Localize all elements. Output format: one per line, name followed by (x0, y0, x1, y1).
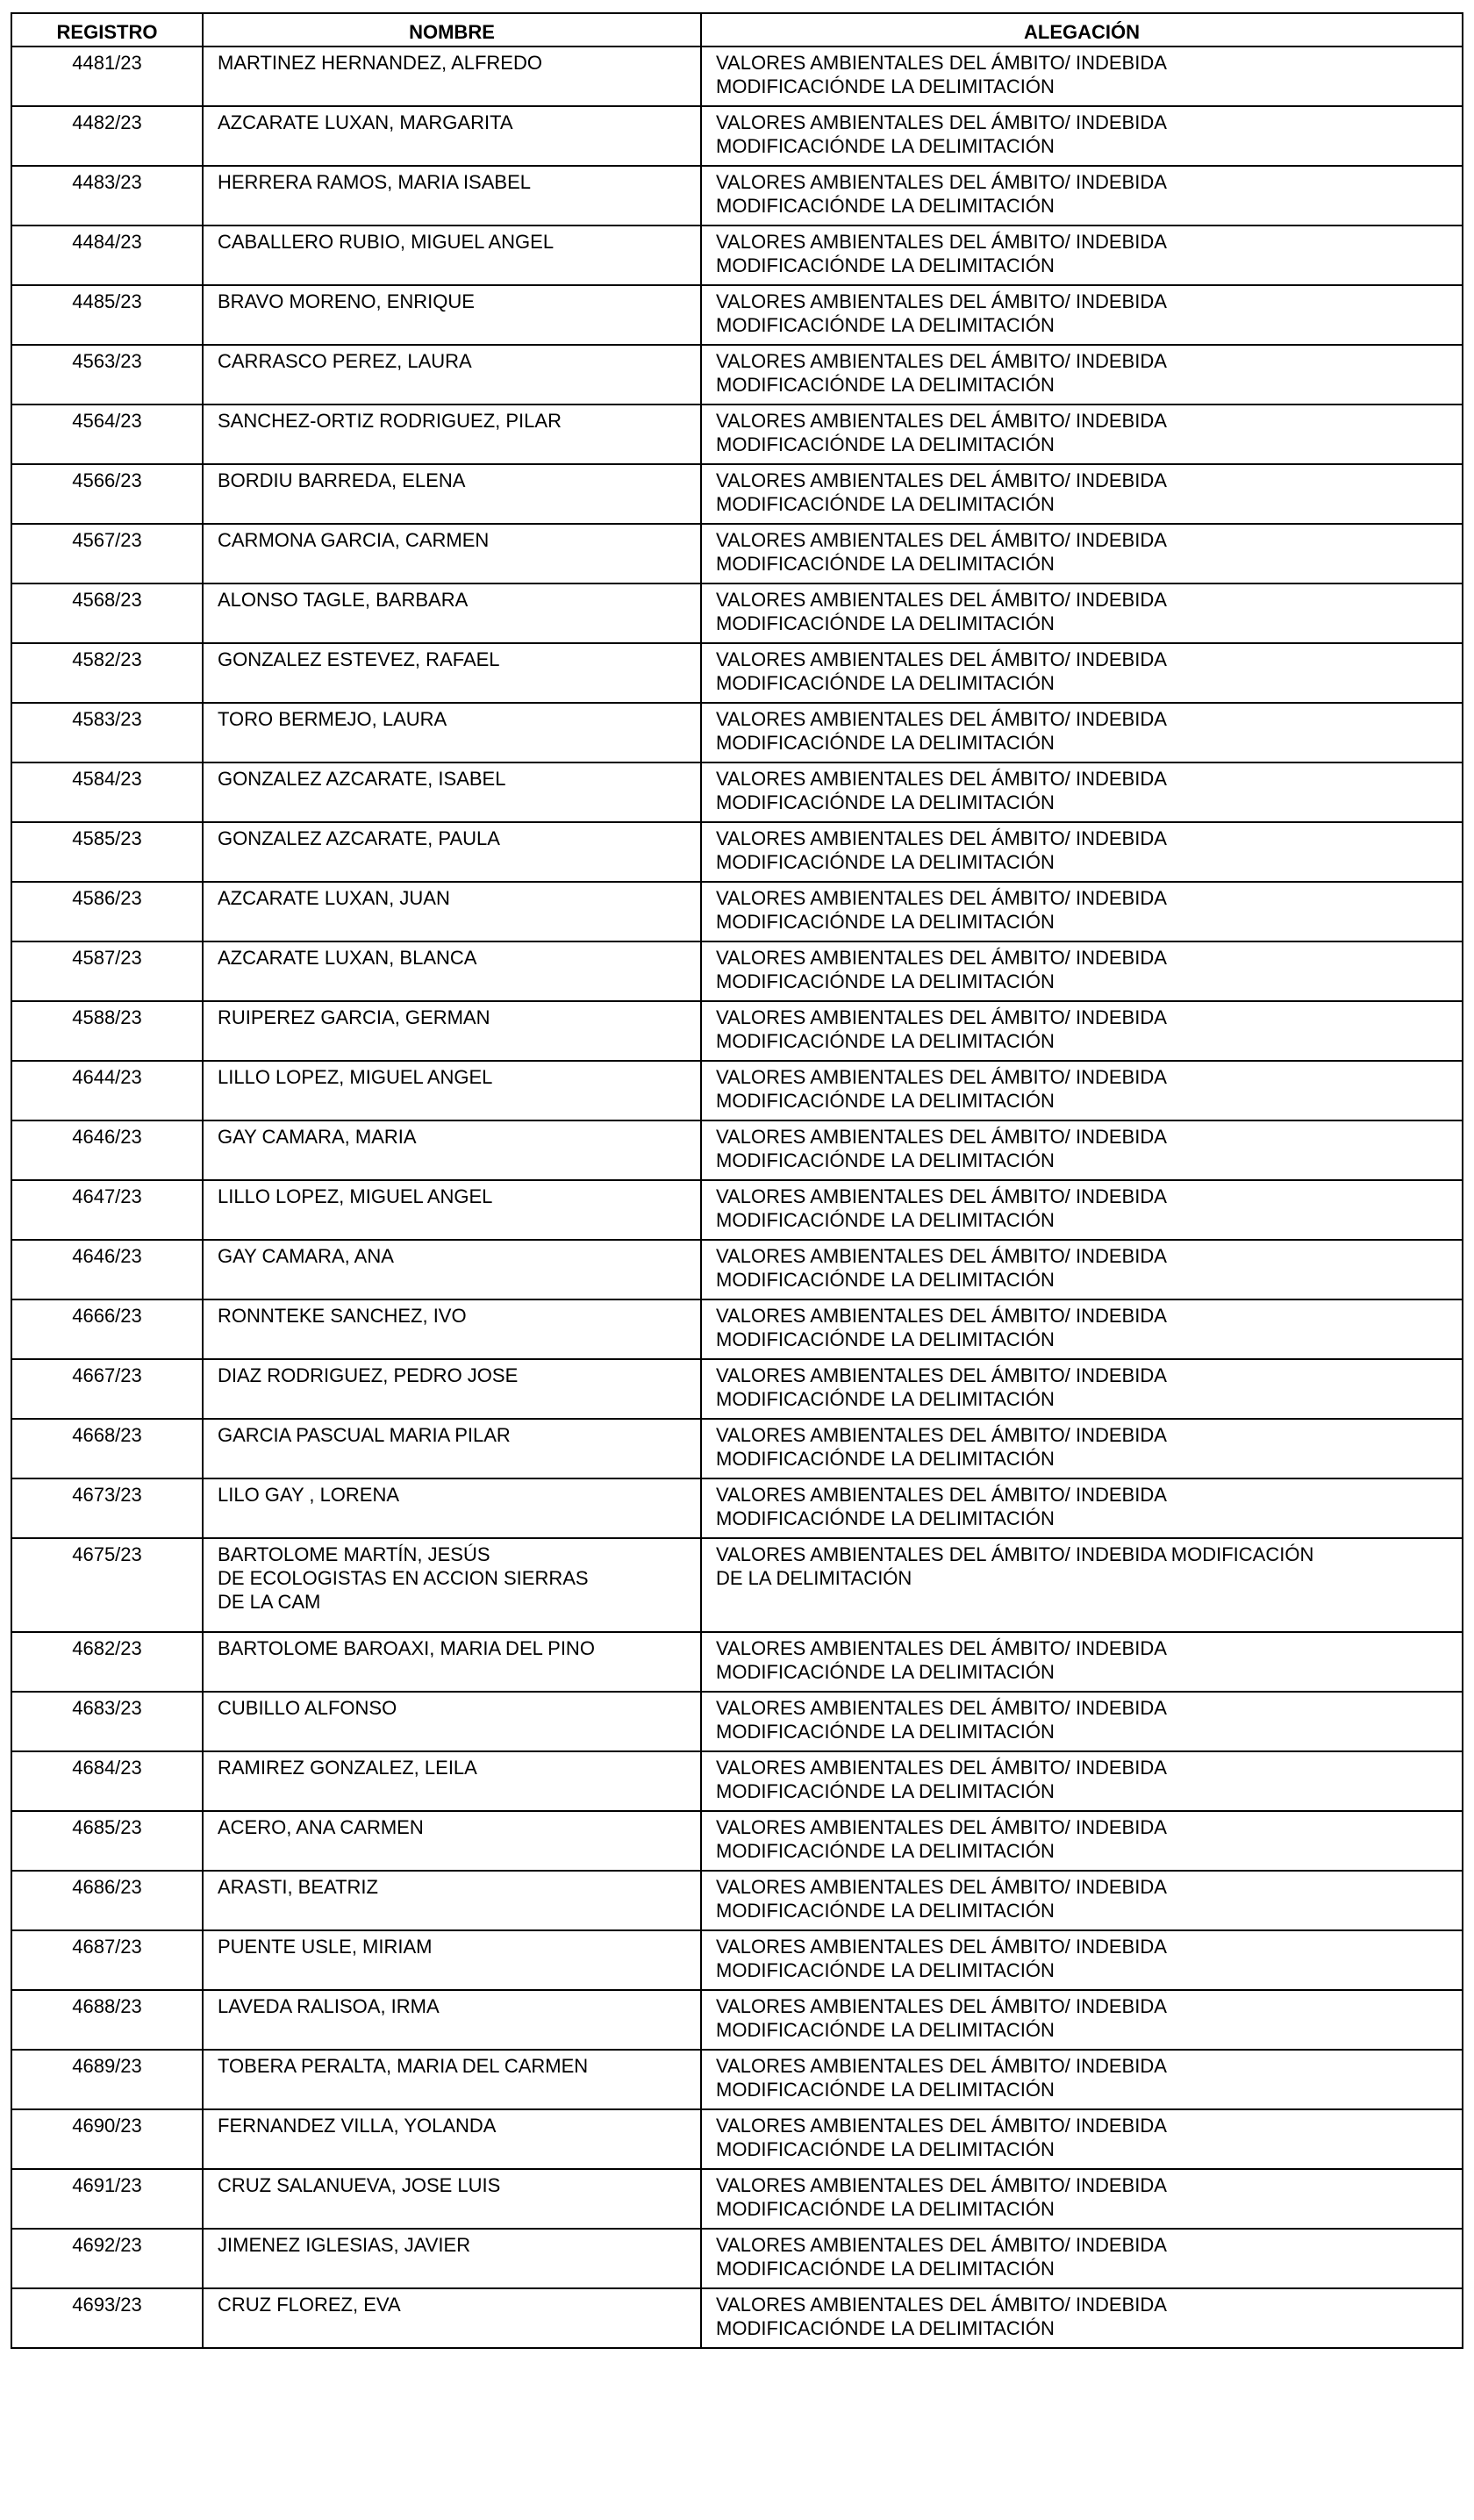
header-row (11, 13, 1463, 47)
cell-nombre (203, 524, 701, 583)
cell-alegacion (701, 1871, 1463, 1930)
table-row (11, 2050, 1463, 2109)
cell-alegacion (701, 1001, 1463, 1061)
cell-alegacion (701, 643, 1463, 703)
alegacion-line: MODIFICACIÓNDE LA DELIMITACIÓN (716, 970, 1055, 992)
table-row (11, 583, 1463, 643)
alegacion-line: MODIFICACIÓNDE LA DELIMITACIÓN (716, 672, 1055, 694)
nombre-line: SANCHEZ-ORTIZ RODRIGUEZ, PILAR (218, 410, 562, 432)
cell-nombre (203, 1419, 701, 1478)
table-row (11, 1811, 1463, 1871)
nombre-line: CARRASCO PEREZ, LAURA (218, 350, 472, 372)
cell-registro: 4667/23 (11, 1359, 203, 1419)
cell-registro: 4686/23 (11, 1871, 203, 1930)
cell-alegacion (701, 1751, 1463, 1811)
cell-nombre (203, 345, 701, 404)
alegacion-line: MODIFICACIÓNDE LA DELIMITACIÓN (716, 1840, 1055, 1862)
cell-alegacion (701, 226, 1463, 285)
alegacion-line: MODIFICACIÓNDE LA DELIMITACIÓN (716, 1900, 1055, 1922)
cell-registro: 4684/23 (11, 1751, 203, 1811)
alegacion-line: VALORES AMBIENTALES DEL ÁMBITO/ INDEBIDA (716, 2234, 1167, 2256)
alegacion-line: VALORES AMBIENTALES DEL ÁMBITO/ INDEBIDA (716, 1185, 1167, 1207)
nombre-line: RUIPEREZ GARCIA, GERMAN (218, 1006, 490, 1028)
alegacion-line: MODIFICACIÓNDE LA DELIMITACIÓN (716, 493, 1055, 515)
table-row (11, 47, 1463, 106)
alegacion-line: MODIFICACIÓNDE LA DELIMITACIÓN (716, 612, 1055, 634)
cell-nombre (203, 2109, 701, 2169)
cell-nombre (203, 226, 701, 285)
table-row (11, 1478, 1463, 1538)
alegacion-line: VALORES AMBIENTALES DEL ÁMBITO/ INDEBIDA (716, 52, 1167, 74)
table-row (11, 643, 1463, 703)
alegacion-line: MODIFICACIÓNDE LA DELIMITACIÓN (716, 314, 1055, 336)
table-header (11, 13, 1463, 47)
cell-alegacion (701, 1120, 1463, 1180)
nombre-line: AZCARATE LUXAN, MARGARITA (218, 111, 513, 133)
table-row (11, 703, 1463, 762)
cell-nombre (203, 882, 701, 941)
alegacion-line: VALORES AMBIENTALES DEL ÁMBITO/ INDEBIDA (716, 1697, 1167, 1719)
nombre-line: LILLO LOPEZ, MIGUEL ANGEL (218, 1066, 493, 1088)
alegacion-line: VALORES AMBIENTALES DEL ÁMBITO/ INDEBIDA (716, 1936, 1167, 1958)
cell-nombre (203, 941, 701, 1001)
alegacion-line: MODIFICACIÓNDE LA DELIMITACIÓN (716, 135, 1055, 157)
cell-registro: 4687/23 (11, 1930, 203, 1990)
cell-registro: 4692/23 (11, 2229, 203, 2288)
alegacion-line: VALORES AMBIENTALES DEL ÁMBITO/ INDEBIDA (716, 1995, 1167, 2017)
cell-registro: 4485/23 (11, 285, 203, 345)
table-row (11, 166, 1463, 226)
cell-nombre (203, 1692, 701, 1751)
nombre-line: CABALLERO RUBIO, MIGUEL ANGEL (218, 231, 555, 253)
cell-alegacion (701, 1811, 1463, 1871)
cell-alegacion (701, 1359, 1463, 1419)
cell-registro: 4689/23 (11, 2050, 203, 2109)
nombre-line: CUBILLO ALFONSO (218, 1697, 397, 1719)
cell-alegacion (701, 1632, 1463, 1692)
cell-alegacion (701, 106, 1463, 166)
nombre-line: CRUZ FLOREZ, EVA (218, 2294, 401, 2316)
table-row (11, 524, 1463, 583)
alegacion-line: VALORES AMBIENTALES DEL ÁMBITO/ INDEBIDA (716, 231, 1167, 253)
table-row (11, 2288, 1463, 2348)
alegacion-line: MODIFICACIÓNDE LA DELIMITACIÓN (716, 1149, 1055, 1171)
cell-nombre (203, 47, 701, 106)
cell-alegacion (701, 1990, 1463, 2050)
cell-nombre (203, 1538, 701, 1632)
cell-alegacion (701, 345, 1463, 404)
registro-table (11, 12, 1463, 2349)
table-row (11, 1359, 1463, 1419)
alegacion-line: VALORES AMBIENTALES DEL ÁMBITO/ INDEBIDA (716, 2174, 1167, 2196)
table-row (11, 882, 1463, 941)
alegacion-line: VALORES AMBIENTALES DEL ÁMBITO/ INDEBIDA MODIFICACIÓN (716, 1543, 1314, 1565)
cell-nombre (203, 166, 701, 226)
cell-registro: 4481/23 (11, 47, 203, 106)
nombre-line: BRAVO MORENO, ENRIQUE (218, 290, 475, 312)
nombre-line: BARTOLOME BAROAXI, MARIA DEL PINO (218, 1637, 595, 1659)
alegacion-line: MODIFICACIÓNDE LA DELIMITACIÓN (716, 1269, 1055, 1291)
cell-registro: 4685/23 (11, 1811, 203, 1871)
alegacion-line: VALORES AMBIENTALES DEL ÁMBITO/ INDEBIDA (716, 1816, 1167, 1838)
cell-alegacion (701, 1299, 1463, 1359)
cell-registro: 4683/23 (11, 1692, 203, 1751)
alegacion-line: MODIFICACIÓNDE LA DELIMITACIÓN (716, 1959, 1055, 1981)
cell-nombre (203, 1478, 701, 1538)
cell-alegacion (701, 2109, 1463, 2169)
cell-registro: 4482/23 (11, 106, 203, 166)
cell-nombre (203, 1632, 701, 1692)
table-row (11, 2229, 1463, 2288)
nombre-line: DE ECOLOGISTAS EN ACCION SIERRAS (218, 1567, 589, 1589)
cell-alegacion (701, 822, 1463, 882)
cell-nombre (203, 1180, 701, 1240)
alegacion-line: DE LA DELIMITACIÓN (716, 1567, 912, 1589)
alegacion-line: VALORES AMBIENTALES DEL ÁMBITO/ INDEBIDA (716, 2055, 1167, 2077)
alegacion-line: MODIFICACIÓNDE LA DELIMITACIÓN (716, 851, 1055, 873)
nombre-line: GONZALEZ AZCARATE, PAULA (218, 827, 500, 849)
alegacion-line: VALORES AMBIENTALES DEL ÁMBITO/ INDEBIDA (716, 2115, 1167, 2137)
nombre-line: CRUZ SALANUEVA, JOSE LUIS (218, 2174, 501, 2196)
alegacion-line: MODIFICACIÓNDE LA DELIMITACIÓN (716, 1030, 1055, 1052)
cell-nombre (203, 1001, 701, 1061)
cell-alegacion (701, 1930, 1463, 1990)
nombre-line: ACERO, ANA CARMEN (218, 1816, 424, 1838)
nombre-line: GAY CAMARA, MARIA (218, 1126, 417, 1148)
alegacion-line: MODIFICACIÓNDE LA DELIMITACIÓN (716, 2019, 1055, 2041)
alegacion-line: MODIFICACIÓNDE LA DELIMITACIÓN (716, 1388, 1055, 1410)
nombre-line: TOBERA PERALTA, MARIA DEL CARMEN (218, 2055, 589, 2077)
nombre-line: ALONSO TAGLE, BARBARA (218, 589, 469, 611)
cell-registro: 4587/23 (11, 941, 203, 1001)
alegacion-line: VALORES AMBIENTALES DEL ÁMBITO/ INDEBIDA (716, 290, 1167, 312)
cell-registro: 4484/23 (11, 226, 203, 285)
alegacion-line: MODIFICACIÓNDE LA DELIMITACIÓN (716, 1090, 1055, 1112)
cell-nombre (203, 1990, 701, 2050)
table-row (11, 345, 1463, 404)
cell-alegacion (701, 47, 1463, 106)
cell-registro: 4668/23 (11, 1419, 203, 1478)
nombre-line: DIAZ RODRIGUEZ, PEDRO JOSE (218, 1364, 519, 1386)
cell-registro: 4588/23 (11, 1001, 203, 1061)
alegacion-line: VALORES AMBIENTALES DEL ÁMBITO/ INDEBIDA (716, 947, 1167, 969)
table-row (11, 1930, 1463, 1990)
cell-registro: 4582/23 (11, 643, 203, 703)
cell-alegacion (701, 762, 1463, 822)
cell-registro: 4583/23 (11, 703, 203, 762)
cell-registro: 4647/23 (11, 1180, 203, 1240)
nombre-line: RAMIREZ GONZALEZ, LEILA (218, 1757, 477, 1779)
cell-registro: 4690/23 (11, 2109, 203, 2169)
cell-registro: 4682/23 (11, 1632, 203, 1692)
table-row (11, 1871, 1463, 1930)
table-row (11, 464, 1463, 524)
header-alegacion: ALEGACIÓN (701, 13, 1463, 47)
alegacion-line: MODIFICACIÓNDE LA DELIMITACIÓN (716, 1448, 1055, 1470)
nombre-line: JIMENEZ IGLESIAS, JAVIER (218, 2234, 471, 2256)
table-row (11, 1180, 1463, 1240)
alegacion-line: MODIFICACIÓNDE LA DELIMITACIÓN (716, 195, 1055, 217)
cell-alegacion (701, 2229, 1463, 2288)
table-row (11, 1419, 1463, 1478)
alegacion-line: MODIFICACIÓNDE LA DELIMITACIÓN (716, 1507, 1055, 1529)
nombre-line: MARTINEZ HERNANDEZ, ALFREDO (218, 52, 542, 74)
cell-nombre (203, 1871, 701, 1930)
cell-registro: 4688/23 (11, 1990, 203, 2050)
table-row (11, 1240, 1463, 1299)
nombre-line: LILO GAY , LORENA (218, 1484, 400, 1506)
table-row (11, 106, 1463, 166)
alegacion-line: VALORES AMBIENTALES DEL ÁMBITO/ INDEBIDA (716, 469, 1167, 491)
nombre-line: DE LA CAM (218, 1591, 321, 1613)
cell-registro: 4483/23 (11, 166, 203, 226)
nombre-line: RONNTEKE SANCHEZ, IVO (218, 1305, 467, 1327)
alegacion-line: VALORES AMBIENTALES DEL ÁMBITO/ INDEBIDA (716, 648, 1167, 670)
cell-nombre (203, 2229, 701, 2288)
table-row (11, 822, 1463, 882)
alegacion-line: MODIFICACIÓNDE LA DELIMITACIÓN (716, 1328, 1055, 1350)
table-row (11, 1299, 1463, 1359)
cell-nombre (203, 822, 701, 882)
cell-registro: 4693/23 (11, 2288, 203, 2348)
cell-nombre (203, 2288, 701, 2348)
alegacion-line: MODIFICACIÓNDE LA DELIMITACIÓN (716, 374, 1055, 396)
nombre-line: LILLO LOPEZ, MIGUEL ANGEL (218, 1185, 493, 1207)
alegacion-line: MODIFICACIÓNDE LA DELIMITACIÓN (716, 732, 1055, 754)
alegacion-line: VALORES AMBIENTALES DEL ÁMBITO/ INDEBIDA (716, 1006, 1167, 1028)
table-row (11, 2109, 1463, 2169)
cell-alegacion (701, 2050, 1463, 2109)
alegacion-line: VALORES AMBIENTALES DEL ÁMBITO/ INDEBIDA (716, 1245, 1167, 1267)
cell-nombre (203, 1240, 701, 1299)
cell-nombre (203, 2169, 701, 2229)
cell-registro: 4566/23 (11, 464, 203, 524)
alegacion-line: VALORES AMBIENTALES DEL ÁMBITO/ INDEBIDA (716, 589, 1167, 611)
alegacion-line: VALORES AMBIENTALES DEL ÁMBITO/ INDEBIDA (716, 1424, 1167, 1446)
cell-alegacion (701, 166, 1463, 226)
cell-registro: 4585/23 (11, 822, 203, 882)
alegacion-line: MODIFICACIÓNDE LA DELIMITACIÓN (716, 75, 1055, 97)
table-row (11, 1120, 1463, 1180)
cell-alegacion (701, 285, 1463, 345)
cell-nombre (203, 1299, 701, 1359)
alegacion-line: VALORES AMBIENTALES DEL ÁMBITO/ INDEBIDA (716, 410, 1167, 432)
nombre-line: GARCIA PASCUAL MARIA PILAR (218, 1424, 511, 1446)
alegacion-line: VALORES AMBIENTALES DEL ÁMBITO/ INDEBIDA (716, 350, 1167, 372)
nombre-line: AZCARATE LUXAN, BLANCA (218, 947, 477, 969)
alegacion-line: VALORES AMBIENTALES DEL ÁMBITO/ INDEBIDA (716, 827, 1167, 849)
cell-alegacion (701, 1180, 1463, 1240)
alegacion-line: MODIFICACIÓNDE LA DELIMITACIÓN (716, 2258, 1055, 2280)
cell-alegacion (701, 1538, 1463, 1632)
alegacion-line: VALORES AMBIENTALES DEL ÁMBITO/ INDEBIDA (716, 1484, 1167, 1506)
alegacion-line: VALORES AMBIENTALES DEL ÁMBITO/ INDEBIDA (716, 2294, 1167, 2316)
cell-alegacion (701, 524, 1463, 583)
cell-alegacion (701, 404, 1463, 464)
alegacion-line: MODIFICACIÓNDE LA DELIMITACIÓN (716, 2198, 1055, 2220)
cell-registro: 4691/23 (11, 2169, 203, 2229)
table-row (11, 285, 1463, 345)
table-row (11, 226, 1463, 285)
alegacion-line: VALORES AMBIENTALES DEL ÁMBITO/ INDEBIDA (716, 1305, 1167, 1327)
cell-registro: 4586/23 (11, 882, 203, 941)
nombre-line: LAVEDA RALISOA, IRMA (218, 1995, 440, 2017)
cell-nombre (203, 643, 701, 703)
table-row (11, 1538, 1463, 1632)
nombre-line: GONZALEZ ESTEVEZ, RAFAEL (218, 648, 500, 670)
cell-nombre (203, 583, 701, 643)
cell-nombre (203, 703, 701, 762)
nombre-line: HERRERA RAMOS, MARIA ISABEL (218, 171, 531, 193)
alegacion-line: MODIFICACIÓNDE LA DELIMITACIÓN (716, 1780, 1055, 1802)
alegacion-line: VALORES AMBIENTALES DEL ÁMBITO/ INDEBIDA (716, 171, 1167, 193)
alegacion-line: MODIFICACIÓNDE LA DELIMITACIÓN (716, 433, 1055, 455)
cell-alegacion (701, 1478, 1463, 1538)
cell-registro: 4646/23 (11, 1120, 203, 1180)
alegacion-line: VALORES AMBIENTALES DEL ÁMBITO/ INDEBIDA (716, 1637, 1167, 1659)
nombre-line: BARTOLOME MARTÍN, JESÚS (218, 1543, 490, 1565)
table-row (11, 941, 1463, 1001)
cell-nombre (203, 762, 701, 822)
alegacion-line: VALORES AMBIENTALES DEL ÁMBITO/ INDEBIDA (716, 1364, 1167, 1386)
cell-alegacion (701, 2288, 1463, 2348)
cell-registro: 4568/23 (11, 583, 203, 643)
cell-registro: 4644/23 (11, 1061, 203, 1120)
alegacion-line: MODIFICACIÓNDE LA DELIMITACIÓN (716, 2317, 1055, 2339)
cell-alegacion (701, 1240, 1463, 1299)
table-row (11, 1990, 1463, 2050)
alegacion-line: MODIFICACIÓNDE LA DELIMITACIÓN (716, 911, 1055, 933)
cell-nombre (203, 106, 701, 166)
nombre-line: ARASTI, BEATRIZ (218, 1876, 378, 1898)
cell-nombre (203, 1359, 701, 1419)
table-row (11, 762, 1463, 822)
header-nombre: NOMBRE (203, 13, 701, 47)
nombre-line: TORO BERMEJO, LAURA (218, 708, 447, 730)
cell-alegacion (701, 882, 1463, 941)
cell-alegacion (701, 1061, 1463, 1120)
cell-alegacion (701, 703, 1463, 762)
alegacion-line: VALORES AMBIENTALES DEL ÁMBITO/ INDEBIDA (716, 1876, 1167, 1898)
cell-alegacion (701, 1419, 1463, 1478)
alegacion-line: VALORES AMBIENTALES DEL ÁMBITO/ INDEBIDA (716, 1757, 1167, 1779)
table-row (11, 1001, 1463, 1061)
nombre-line: BORDIU BARREDA, ELENA (218, 469, 466, 491)
alegacion-line: MODIFICACIÓNDE LA DELIMITACIÓN (716, 553, 1055, 575)
cell-nombre (203, 1061, 701, 1120)
nombre-line: GONZALEZ AZCARATE, ISABEL (218, 768, 506, 790)
table-row (11, 404, 1463, 464)
alegacion-line: MODIFICACIÓNDE LA DELIMITACIÓN (716, 254, 1055, 276)
nombre-line: GAY CAMARA, ANA (218, 1245, 394, 1267)
cell-nombre (203, 1930, 701, 1990)
alegacion-line: VALORES AMBIENTALES DEL ÁMBITO/ INDEBIDA (716, 529, 1167, 551)
cell-nombre (203, 2050, 701, 2109)
cell-alegacion (701, 464, 1463, 524)
table-row (11, 2169, 1463, 2229)
cell-alegacion (701, 941, 1463, 1001)
alegacion-line: MODIFICACIÓNDE LA DELIMITACIÓN (716, 2138, 1055, 2160)
alegacion-line: VALORES AMBIENTALES DEL ÁMBITO/ INDEBIDA (716, 887, 1167, 909)
table-row (11, 1751, 1463, 1811)
cell-nombre (203, 1751, 701, 1811)
cell-nombre (203, 404, 701, 464)
cell-registro: 4564/23 (11, 404, 203, 464)
alegacion-line: VALORES AMBIENTALES DEL ÁMBITO/ INDEBIDA (716, 708, 1167, 730)
cell-registro: 4675/23 (11, 1538, 203, 1632)
cell-registro: 4567/23 (11, 524, 203, 583)
alegacion-line: MODIFICACIÓNDE LA DELIMITACIÓN (716, 1209, 1055, 1231)
cell-nombre (203, 285, 701, 345)
alegacion-line: MODIFICACIÓNDE LA DELIMITACIÓN (716, 1661, 1055, 1683)
cell-nombre (203, 1811, 701, 1871)
cell-alegacion (701, 2169, 1463, 2229)
cell-registro: 4584/23 (11, 762, 203, 822)
table-row (11, 1632, 1463, 1692)
nombre-line: AZCARATE LUXAN, JUAN (218, 887, 450, 909)
nombre-line: FERNANDEZ VILLA, YOLANDA (218, 2115, 497, 2137)
alegacion-line: MODIFICACIÓNDE LA DELIMITACIÓN (716, 1721, 1055, 1743)
cell-alegacion (701, 583, 1463, 643)
cell-registro: 4646/23 (11, 1240, 203, 1299)
alegacion-line: VALORES AMBIENTALES DEL ÁMBITO/ INDEBIDA (716, 1066, 1167, 1088)
nombre-line: CARMONA GARCIA, CARMEN (218, 529, 490, 551)
nombre-line: PUENTE USLE, MIRIAM (218, 1936, 433, 1958)
header-registro: REGISTRO (11, 13, 203, 47)
cell-registro: 4563/23 (11, 345, 203, 404)
cell-alegacion (701, 1692, 1463, 1751)
alegacion-line: VALORES AMBIENTALES DEL ÁMBITO/ INDEBIDA (716, 768, 1167, 790)
alegacion-line: MODIFICACIÓNDE LA DELIMITACIÓN (716, 2079, 1055, 2101)
table-row (11, 1061, 1463, 1120)
cell-registro: 4666/23 (11, 1299, 203, 1359)
cell-nombre (203, 1120, 701, 1180)
alegacion-line: MODIFICACIÓNDE LA DELIMITACIÓN (716, 791, 1055, 813)
cell-registro: 4673/23 (11, 1478, 203, 1538)
table-row (11, 1692, 1463, 1751)
alegacion-line: VALORES AMBIENTALES DEL ÁMBITO/ INDEBIDA (716, 111, 1167, 133)
cell-nombre (203, 464, 701, 524)
alegacion-line: VALORES AMBIENTALES DEL ÁMBITO/ INDEBIDA (716, 1126, 1167, 1148)
table-body (11, 47, 1463, 2348)
